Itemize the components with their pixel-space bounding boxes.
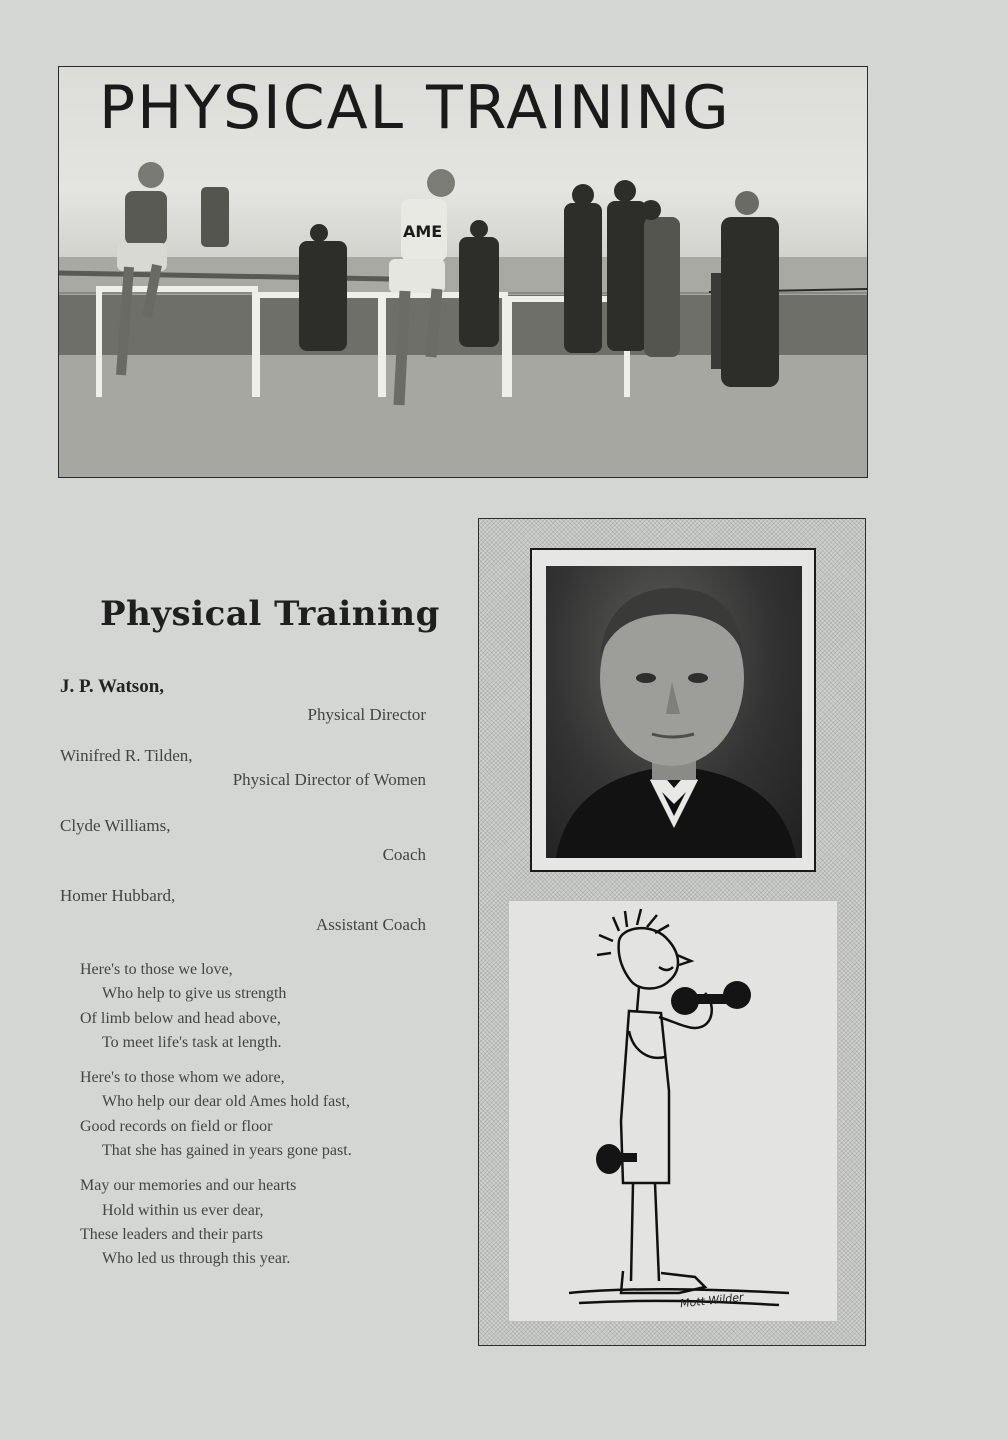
staff-name: Clyde Williams, [60,816,171,835]
poem-line: May our memories and our hearts [80,1177,297,1195]
staff-name: Winifred R. Tilden, [60,746,193,765]
staff-title: Assistant Coach [315,915,426,934]
banner-title: PHYSICAL TRAINING [99,73,731,143]
jersey-lettering: AME [403,222,443,241]
staff-entry [60,816,426,886]
staff-name: Homer Hubbard, [60,886,176,905]
poem [80,958,440,1283]
poem-line: These leaders and their parts [80,1225,264,1243]
poem-line: Hold within us ever dear, [102,1201,264,1219]
poem-line: Of limb below and head above, [80,1009,281,1027]
hurdles-photo [58,66,868,478]
dumbbell-cartoon [509,901,839,1323]
section-heading: Physical Training [100,594,440,634]
poem-line: Here's to those we love, [80,961,233,978]
staff-entry [60,676,426,746]
staff-entry [60,746,426,816]
cartoon-drawing [508,900,838,1322]
poem-line: Who led us through this year. [102,1250,291,1268]
poem-line: Here's to those whom we adore, [80,1069,285,1087]
portrait-photo [546,566,802,858]
poem-stanza [80,958,440,1055]
staff-entry [60,886,426,956]
staff-title: Coach [382,845,426,864]
poem-stanza [80,1066,440,1163]
cartoon-signature: Mott Wilder [679,1290,745,1311]
staff-title: Physical Director [307,705,426,724]
staff-list [60,676,426,956]
portrait-figure [546,566,802,858]
staff-name: J. P. Watson, [60,676,165,697]
poem-line: That she has gained in years gone past. [102,1142,352,1160]
poem-stanza [80,1174,440,1271]
poem-line: To meet life's task at length. [102,1033,282,1051]
poem-line: Who help to give us strength [102,985,287,1003]
poem-line: Good records on field or floor [80,1117,273,1135]
staff-title: Physical Director of Women [232,770,426,789]
poem-line: Who help our dear old Ames hold fast, [102,1093,350,1111]
